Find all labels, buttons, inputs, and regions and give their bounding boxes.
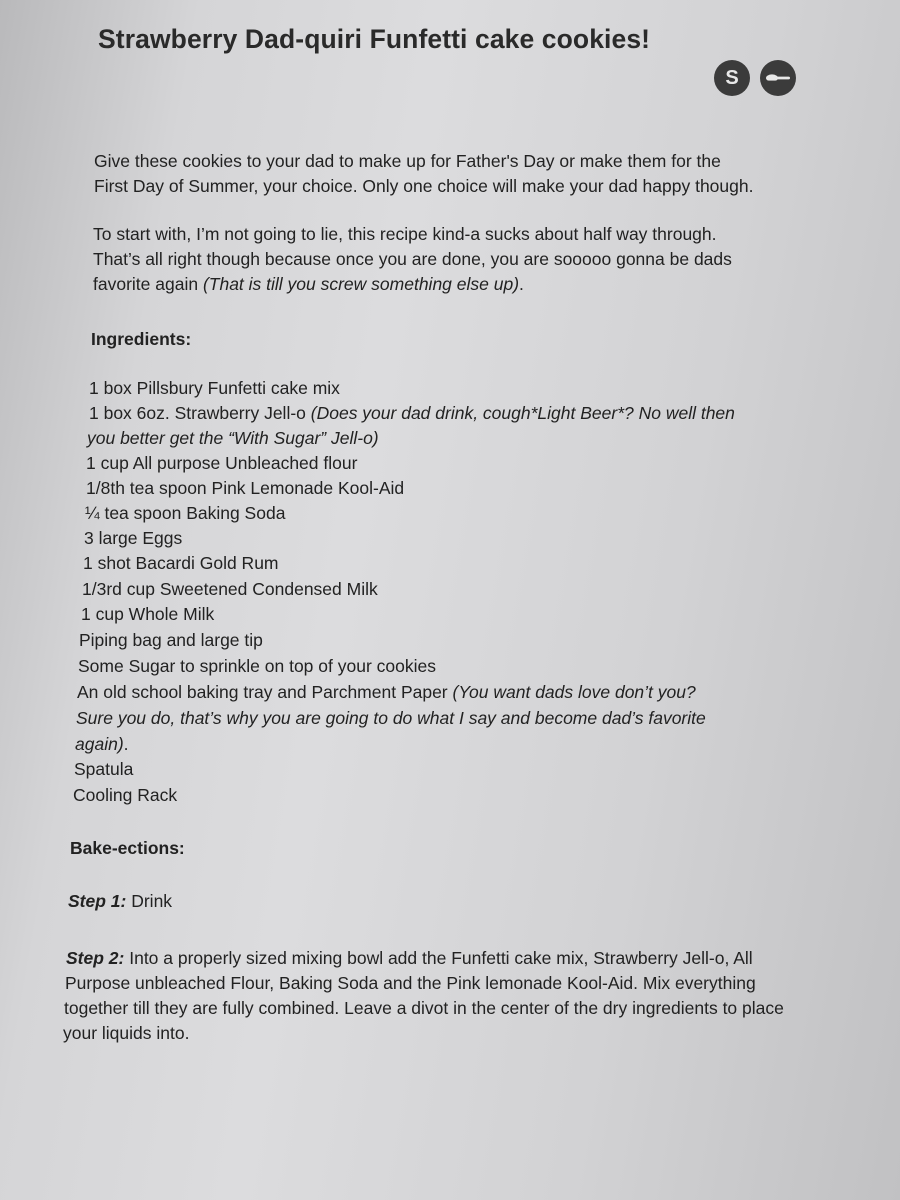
s-circle-icon [714, 60, 750, 96]
ingredient-item: 1 cup Whole Milk [81, 604, 215, 624]
intro-line: Give these cookies to your dad to make up for Father's Day or make them for the [94, 151, 721, 171]
recipe-badges [714, 60, 796, 96]
ingredient-item: 1 cup All purpose Unbleached flour [86, 453, 358, 473]
ingredient-note: Sure you do, that’s why you are going to do what I say and become dad’s favorite [76, 708, 706, 728]
ingredient-note: you better get the “With Sugar” Jell-o) [87, 428, 379, 448]
ingredient-punct: . [123, 734, 129, 754]
spoon-circle-icon [760, 60, 796, 96]
ingredient-note: (Does your dad drink, cough*Light Beer*? No well then [310, 403, 735, 423]
step-2-line: Purpose unbleached Flour, Baking Soda and the Pink lemonade Kool-Aid. Mix everything [65, 973, 756, 993]
step-1-text: Drink [126, 891, 173, 911]
step-2-line: together till they are fully combined. Leave a divot in the center of the dry ingredients to place [64, 998, 784, 1018]
disclaimer-line [93, 272, 524, 296]
s-badge-letter: S [725, 66, 739, 89]
disclaimer-line: That’s all right though because once you are done, you are sooooo gonna be dads [93, 249, 732, 269]
ingredient-item [89, 401, 735, 425]
ingredient-item: 1 shot Bacardi Gold Rum [83, 553, 279, 573]
intro-line: First Day of Summer, your choice. Only one choice will make your dad happy though. [94, 176, 754, 196]
step-2-text: Into a properly sized mixing bowl add the Funfetti cake mix, Strawberry Jell-o, All [124, 948, 753, 968]
ingredient-item: ¼ tea spoon Baking Soda [85, 503, 286, 523]
ingredient-note-end: again) [75, 734, 124, 754]
ingredient-note: (You want dads love don’t you? [452, 682, 696, 702]
disclaimer-aside: (That is till you screw something else up) [202, 274, 520, 294]
ingredient-note [75, 732, 129, 756]
step-2-label: Step 2: [66, 948, 125, 968]
ingredient-item [77, 680, 696, 704]
ingredient-text: 1 box 6oz. Strawberry Jell-o [89, 403, 311, 423]
disclaimer-line: To start with, I’m not going to lie, this recipe kind-a sucks about half way through. [93, 224, 717, 244]
disclaimer-end: . [519, 274, 524, 294]
disclaimer-text: favorite again [93, 274, 203, 294]
step-2 [66, 946, 753, 970]
ingredient-item: 1 box Pillsbury Funfetti cake mix [89, 378, 340, 398]
ingredient-item: Spatula [74, 759, 134, 779]
ingredient-item: 1/3rd cup Sweetened Condensed Milk [82, 579, 378, 599]
ingredients-heading: Ingredients: [91, 329, 192, 349]
step-1-label: Step 1: [68, 891, 127, 911]
recipe-title: Strawberry Dad-quiri Funfetti cake cookies! [98, 24, 651, 54]
step-2-line: your liquids into. [63, 1023, 190, 1043]
ingredient-item: 3 large Eggs [84, 528, 183, 548]
spoon-icon [762, 62, 794, 94]
ingredient-item: Some Sugar to sprinkle on top of your cookies [78, 656, 436, 676]
step-1 [68, 889, 172, 913]
directions-heading: Bake-ections: [70, 838, 185, 858]
ingredient-text: An old school baking tray and Parchment Paper [77, 682, 453, 702]
ingredient-item: Cooling Rack [73, 785, 178, 805]
ingredient-item: Piping bag and large tip [79, 630, 263, 650]
ingredient-item: 1/8th tea spoon Pink Lemonade Kool-Aid [86, 478, 405, 498]
